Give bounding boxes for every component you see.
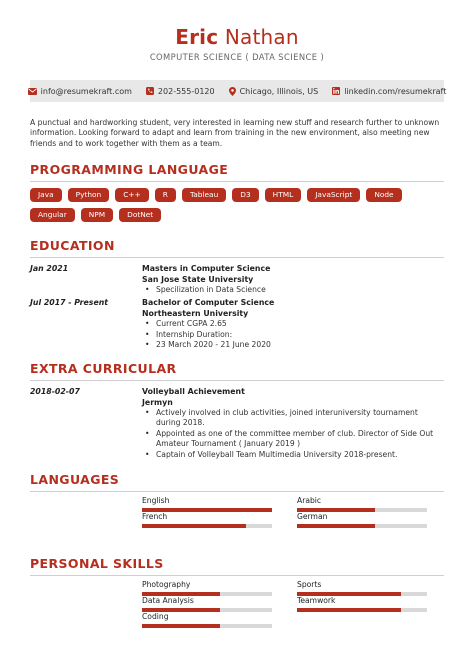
skill-level-fill (142, 624, 220, 628)
last-name: Nathan (224, 25, 299, 49)
school-name: Northeastern University (142, 309, 249, 319)
section-divider (30, 257, 444, 258)
bullet-item: • 23 March 2020 - 21 June 2020 (142, 340, 444, 350)
language-name: Arabic (297, 496, 322, 505)
skill-level-fill (297, 608, 401, 612)
contact-location (229, 87, 319, 96)
skill-name: Sports (297, 580, 322, 589)
language-name: English (142, 496, 170, 505)
degree-title: Bachelor of Computer Science (142, 298, 275, 308)
bullet-item: • Appointed as one of the committee member of club. Director of Side Out Amateur Tournament ( January 2019 ) (142, 429, 444, 450)
section-title: LANGUAGES (30, 472, 120, 487)
skill-tag: JavaScript (307, 188, 360, 202)
languages-section (30, 472, 444, 532)
phone-icon (146, 87, 154, 95)
skill-level-track (142, 624, 272, 628)
entry-date: 2018-02-07 (30, 387, 80, 396)
entry-date: Jul 2017 - Present (30, 298, 109, 308)
phone-text: 202-555-0120 (157, 86, 215, 96)
candidate-name (0, 24, 474, 50)
bullet-item: • Internship Duration: (142, 330, 444, 340)
section-title: EXTRA CURRICULAR (30, 361, 177, 376)
section-title: PROGRAMMING LANGUAGE (30, 162, 229, 177)
section-divider (30, 380, 444, 381)
language-level-fill (297, 524, 375, 528)
entry-bullets (142, 285, 444, 295)
language-list (30, 496, 444, 532)
bullet-item: • Actively involved in club activities, joined interuniversity tournament during 2018. (142, 408, 444, 429)
skill-tag: D3 (232, 188, 258, 202)
language-level-fill (142, 524, 246, 528)
first-name: Eric (175, 25, 219, 49)
skill-tag: Node (366, 188, 401, 202)
skill-name: Data Analysis (142, 596, 194, 605)
contact-phone[interactable] (146, 87, 215, 96)
envelope-icon (28, 88, 37, 95)
skill-tag: NPM (81, 208, 113, 222)
skill-name: Photography (142, 580, 191, 589)
entry-bullets (142, 319, 444, 350)
section-divider (30, 491, 444, 492)
language-level-track (142, 524, 272, 528)
personal-skill-item (297, 580, 427, 596)
skill-tags (30, 188, 444, 222)
language-level-track (297, 524, 427, 528)
contact-email[interactable] (28, 87, 132, 96)
skill-tag: Java (30, 188, 62, 202)
degree-title: Masters in Computer Science (142, 264, 271, 273)
skill-tag: Angular (30, 208, 75, 222)
extra-curricular-section (30, 361, 444, 460)
language-item (142, 512, 272, 528)
skill-name: Teamwork (297, 596, 336, 605)
section-title: EDUCATION (30, 238, 115, 253)
resume-header (0, 24, 474, 62)
personal-skill-item (142, 612, 272, 628)
bullet-item: • Captain of Volleyball Team Multimedia University 2018-present. (142, 450, 444, 460)
section-divider (30, 181, 444, 182)
activity-entry (30, 386, 444, 460)
entry-bullets (142, 408, 444, 460)
bullet-item: • Current CGPA 2.65 (142, 319, 444, 329)
skill-tag: R (155, 188, 176, 202)
personal-skill-item (142, 596, 272, 612)
linkedin-icon (332, 87, 340, 95)
location-text: Chicago, Illinois, US (239, 86, 319, 96)
contact-linkedin[interactable] (332, 87, 446, 96)
personal-skill-item (142, 580, 272, 596)
skill-tag: Tableau (182, 188, 226, 202)
activity-org: Jermyn (142, 398, 173, 407)
section-divider (30, 575, 444, 576)
email-text: info@resumekraft.com (40, 86, 132, 96)
skill-tag: C++ (115, 188, 149, 202)
profile-summary: A punctual and hardworking student, very interested in learning new stuff and research further to unknown information. Looking forward to adapt and learn from training in the new environment, also meeting new friends and to work together with them as a team. (30, 118, 440, 148)
education-section (30, 238, 444, 351)
map-pin-icon (229, 87, 236, 96)
personal-skill-item (297, 596, 427, 612)
bullet-item: • Specilization in Data Science (142, 285, 444, 295)
education-entry (30, 263, 444, 295)
skill-name: Coding (142, 612, 169, 621)
contact-bar (30, 80, 447, 102)
skill-tag: DotNet (119, 208, 161, 222)
section-title: PERSONAL SKILLS (30, 556, 164, 571)
education-entry (30, 297, 444, 350)
skill-level-track (297, 608, 427, 612)
programming-section (30, 162, 444, 222)
language-item (142, 496, 272, 512)
linkedin-text: linkedin.com/resumekraft (344, 86, 447, 96)
personal-skills-section (30, 556, 444, 634)
activity-title: Volleyball Achievement (142, 387, 245, 396)
language-item (297, 512, 427, 528)
language-item (297, 496, 427, 512)
personal-skill-list (30, 580, 444, 634)
school-name: San Jose State University (142, 275, 254, 284)
entry-date: Jan 2021 (30, 264, 69, 273)
language-name: French (142, 512, 168, 521)
skill-tag: HTML (265, 188, 302, 202)
language-name: German (297, 512, 328, 521)
job-title: COMPUTER SCIENCE ( DATA SCIENCE ) (149, 52, 325, 62)
skill-tag: Python (68, 188, 110, 202)
